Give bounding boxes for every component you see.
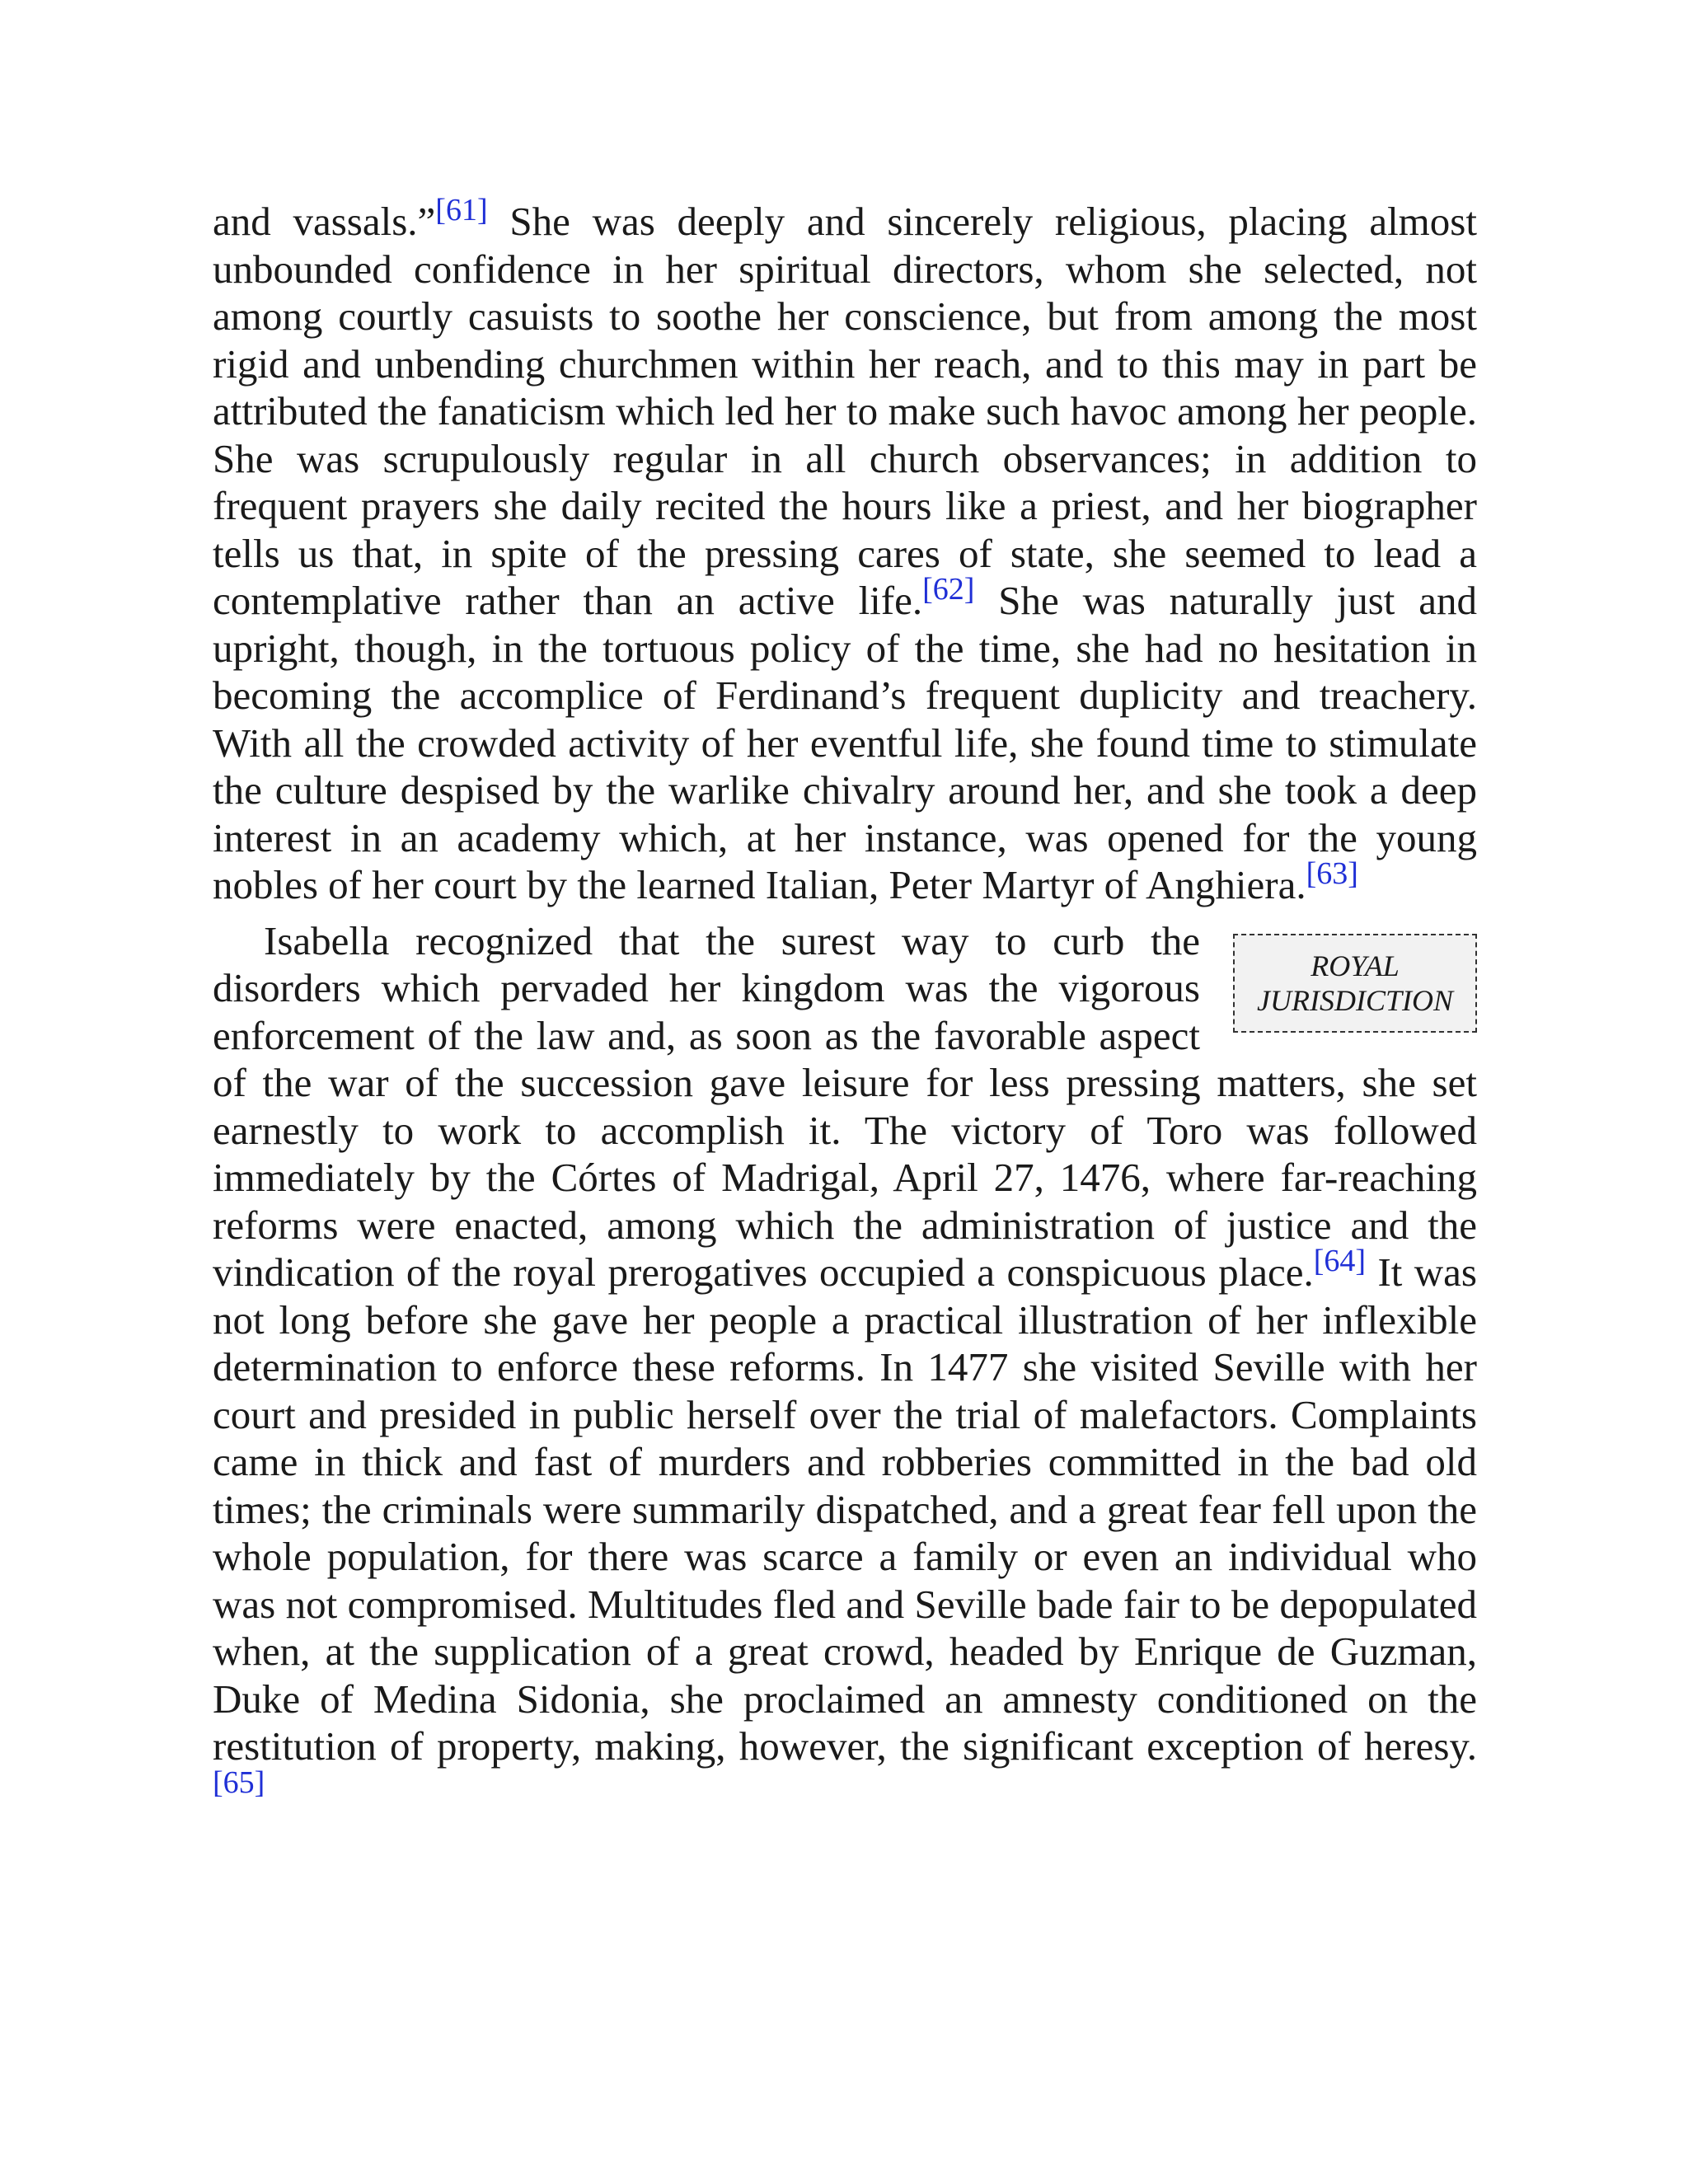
sidenote-royal-jurisdiction [1233, 934, 1477, 1033]
paragraph-1 [213, 193, 1477, 909]
sidenote-line: JURISDICTION [1257, 983, 1453, 1017]
text-run: and vassals.” [213, 199, 436, 244]
page-text [213, 193, 1477, 1817]
text-run: She was naturally just and upright, though, in the tortuous policy of the time, she had no hesitation in becoming the accomplice of Ferdinand’s frequent duplicity and treachery. With all the crowded activity of her eventful life, she found time to stimulate the culture despised by the warlike chivalry around her, and she took a deep interest in an academy which, at her instance, was opened for the young nobles of her court by the learned Italian, Peter Martyr of Anghiera. [213, 578, 1477, 907]
text-run: It was not long before she gave her people a practical illustration of her inflexible determination to enforce these reforms. In 1477 she visited Seville with her court and presided in public herself over the trial of malefactors. Complaints came in thick and fast of murders and robberies committed in the bad old times; the criminals were summarily dispatched, and a great fear fell upon the whole population, for there was scarce a family or even an individual who was not compromised. Multitudes fled and Seville bade fair to be depopulated when, at the supplication of a great crowd, headed by Enrique de Guzman, Duke of Medina Sidonia, she proclaimed an amnesty conditioned on the restitution of property, making, however, the significant exception of heresy. [213, 1249, 1477, 1769]
footnote-link-61[interactable]: [61] [435, 193, 488, 227]
footnote-link-62[interactable]: [62] [922, 572, 975, 607]
text-run: She was deeply and sincerely religious, placing almost unbounded confidence in her spiritual directors, whom she selected, not among courtly casuists to soothe her conscience, but from among the most rigid and unbending churchmen within her reach, and to this may in part be attributed the fanaticism which led her to make such havoc among her people. She was scrupulously regular in all church observances; in addition to frequent prayers she daily recited the hours like a priest, and her biographer tells us that, in spite of the pressing cares of state, she seemed to lead a contemplative rather than an active life. [213, 199, 1477, 623]
footnote-link-63[interactable]: [63] [1306, 856, 1358, 891]
text-run: Isabella recognized that the surest way to curb the disorders which pervaded her kingdom was the vigorous enforcement of the law and, as soon as the favorable aspect of the war of the succession gave leisure for less pressing matters, she set earnestly to work to accomplish it. The victory of Toro was followed immediately by the Córtes of Madrigal, April 27, 1476, where far-reaching reforms were enacted, among which the administration of justice and the vindication of the royal prerogatives occupied a conspicuous place. [213, 917, 1477, 1295]
footnote-link-65[interactable]: [65] [213, 1765, 265, 1800]
paragraph-2 [213, 917, 1477, 1818]
sidenote-line: ROYAL [1311, 949, 1400, 982]
footnote-link-64[interactable]: [64] [1313, 1244, 1367, 1278]
